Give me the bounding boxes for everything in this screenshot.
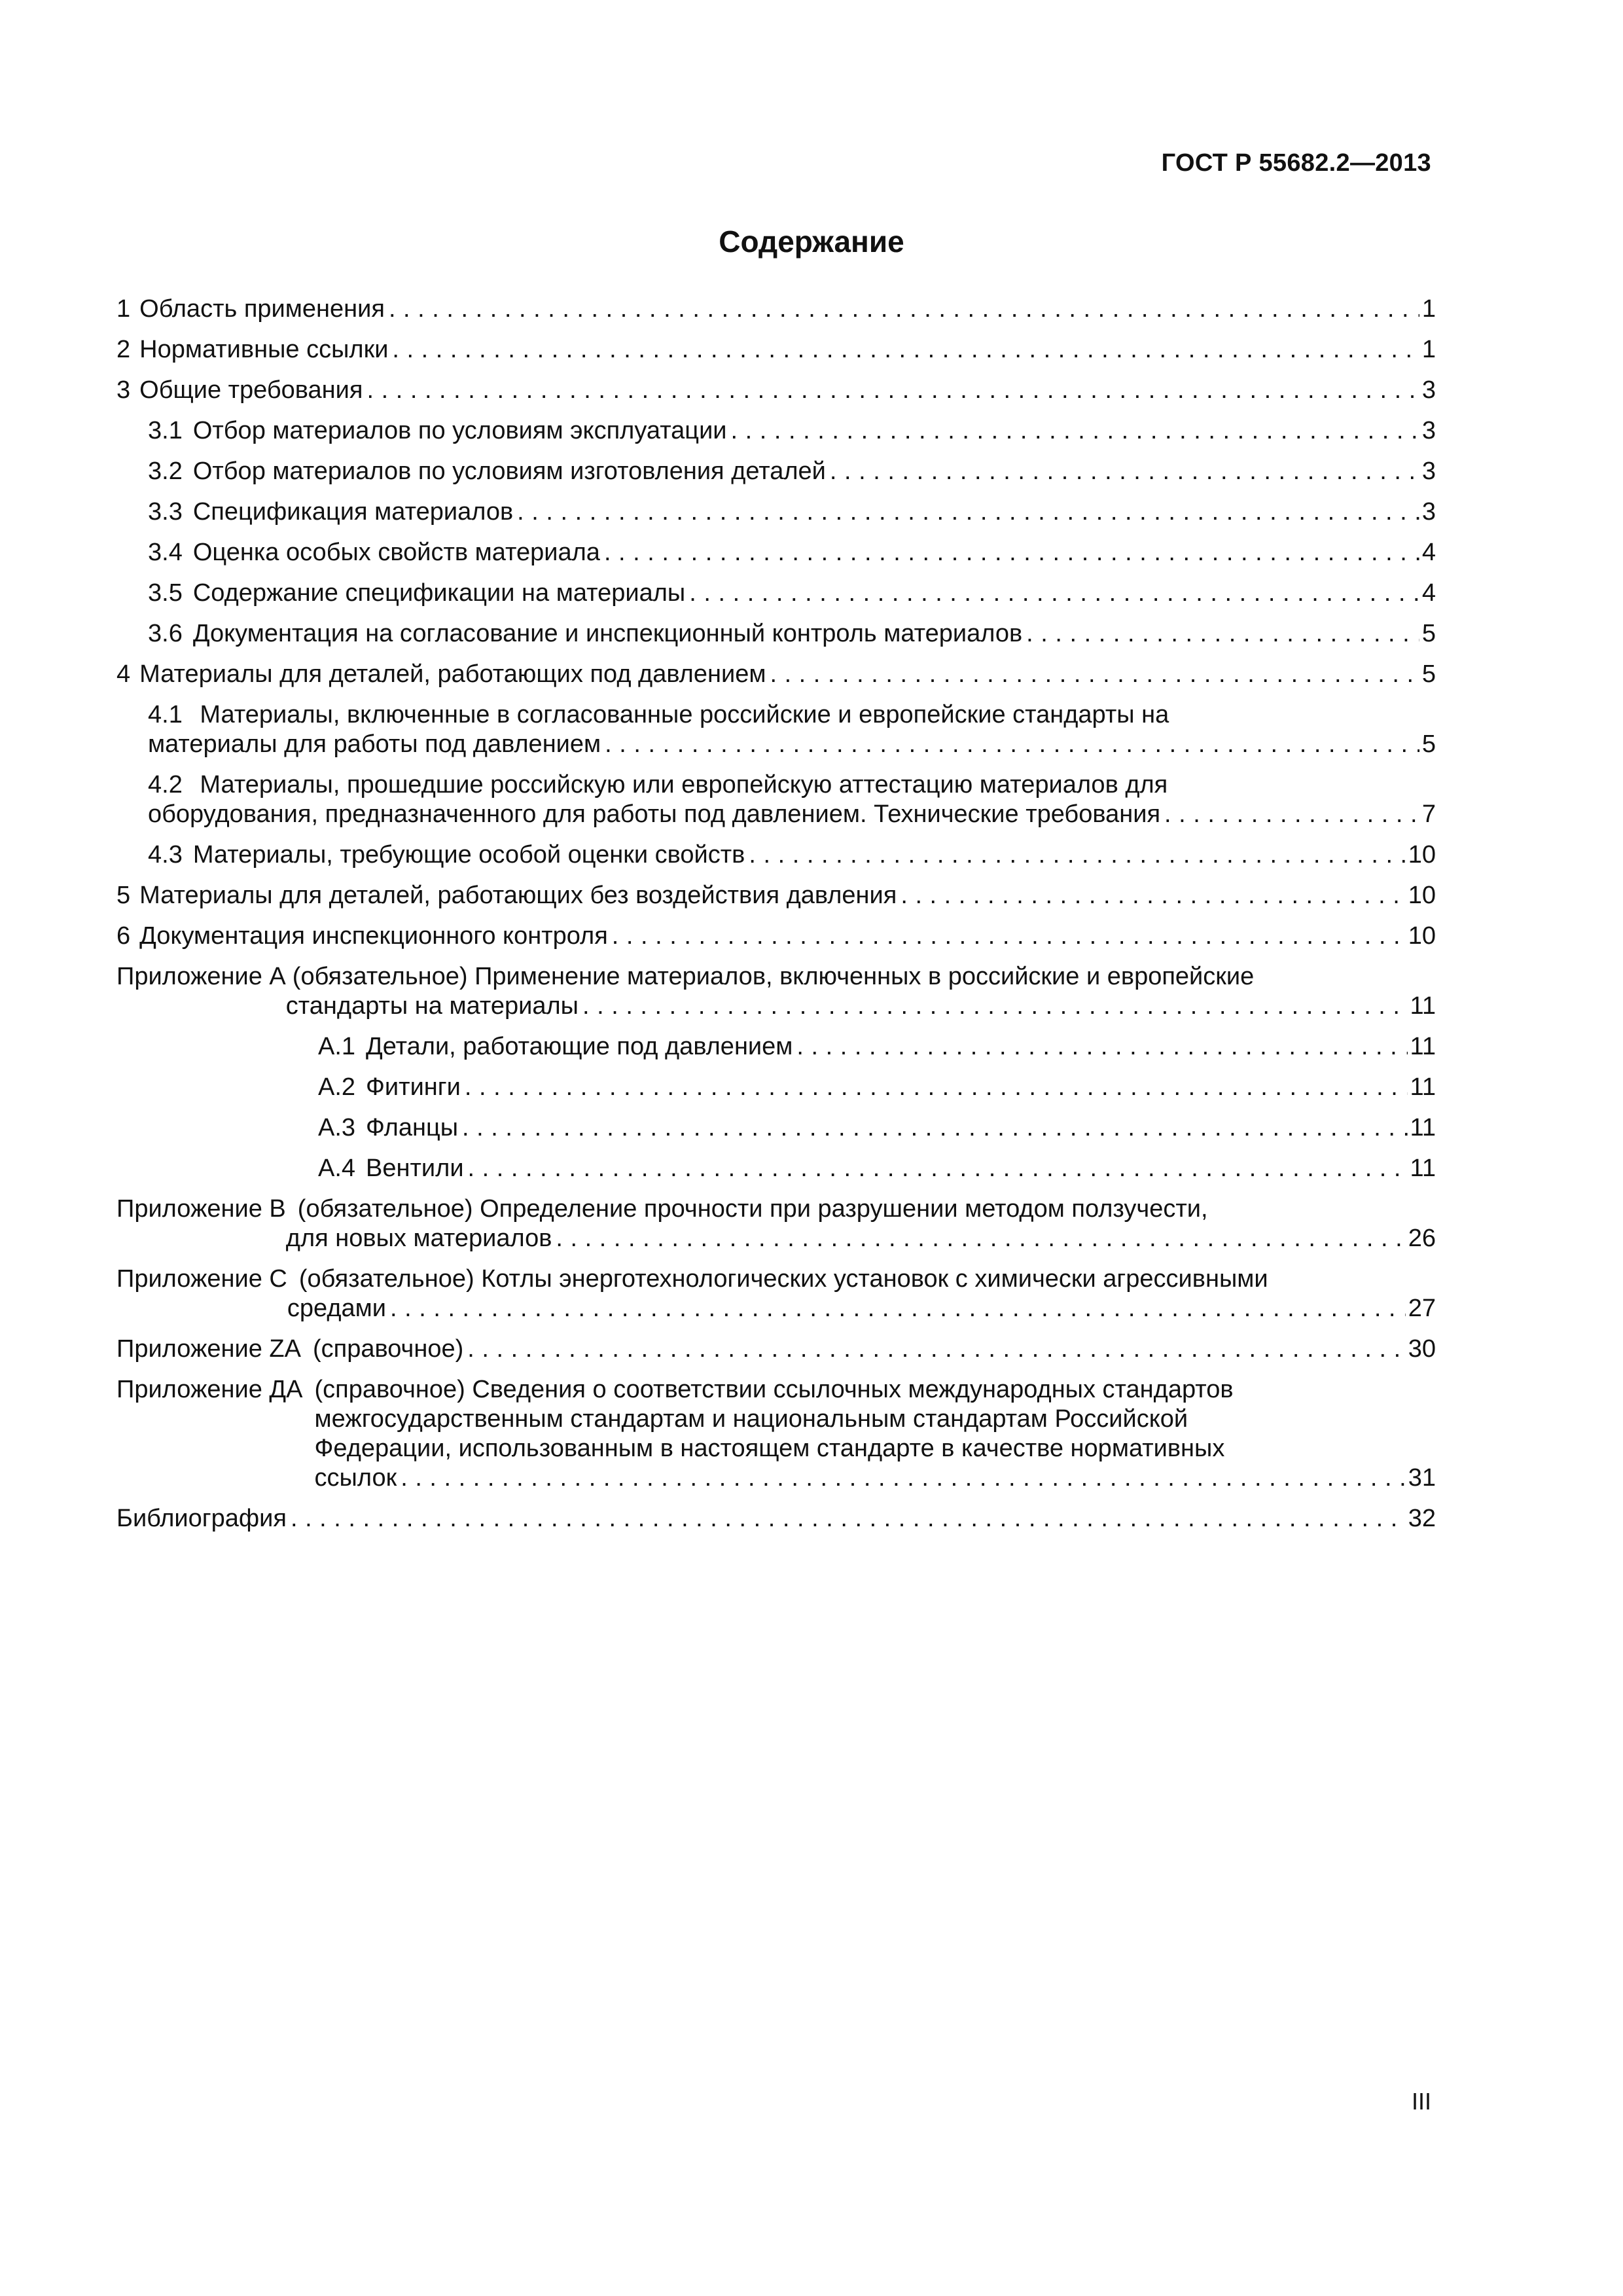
- toc-entry-title-line: Федерации, использованным в настоящем стандарте в качестве нормативных: [314, 1435, 1225, 1462]
- leader-dots: [600, 538, 1419, 567]
- toc-entry-number: 3.4: [148, 539, 183, 566]
- leader-dots: [386, 1294, 1406, 1323]
- toc-entry-number: Приложение С: [116, 1265, 287, 1293]
- toc-entry-number: А.3: [318, 1114, 356, 1141]
- toc-entry-page: 11: [1410, 1114, 1436, 1141]
- document-code: ГОСТ Р 55682.2—2013: [1161, 149, 1431, 177]
- toc-entry[interactable]: [116, 840, 1436, 870]
- toc-entry[interactable]: [116, 1073, 1436, 1102]
- toc-entry-title-line: (обязательное) Котлы энерготехнологических установок с химически агрессивными: [298, 1265, 1268, 1293]
- toc-entry[interactable]: [116, 376, 1436, 405]
- toc-entry-page: 3: [1421, 376, 1436, 404]
- toc-entry-number: 2: [116, 336, 131, 363]
- toc-entry-title: средами: [287, 1295, 386, 1322]
- toc-entry-number: А.2: [318, 1073, 356, 1101]
- toc-entry[interactable]: [116, 1032, 1436, 1062]
- leader-dots: [461, 1073, 1408, 1102]
- toc-entry-page: 11: [1410, 1033, 1436, 1060]
- toc-entry[interactable]: [116, 1154, 1436, 1183]
- toc-entry[interactable]: [116, 770, 1436, 829]
- toc-entry-title: ссылок: [314, 1464, 397, 1492]
- toc-entry-page: 10: [1408, 882, 1436, 909]
- toc-entry-title: оборудования, предназначенного для работы под давлением. Технические требования: [148, 800, 1161, 828]
- toc-entry-title: Детали, работающие под давлением: [366, 1033, 793, 1060]
- toc-entry-title: Материалы, требующие особой оценки свойств: [192, 841, 745, 869]
- toc-entry-page: 4: [1421, 579, 1436, 607]
- toc-entry[interactable]: [116, 1113, 1436, 1143]
- toc-entry-number: Приложение ДА: [116, 1376, 303, 1403]
- toc-entry-page: 1: [1421, 295, 1436, 323]
- leader-dots: [463, 1335, 1405, 1364]
- toc-entry-title: Спецификация материалов: [192, 498, 514, 526]
- toc-entry-title: Отбор материалов по условиям изготовления деталей: [192, 457, 826, 485]
- toc-entry-page: 7: [1421, 800, 1436, 828]
- toc-entry-title-line: Материалы, прошедшие российскую или европейскую аттестацию материалов для: [200, 771, 1168, 798]
- toc-entry[interactable]: [116, 700, 1436, 759]
- toc-entry-page: 10: [1408, 841, 1436, 869]
- toc-entry-title-line: межгосударственным стандартам и национальным стандартам Российской: [314, 1405, 1188, 1433]
- toc-entry-number: 3.6: [148, 620, 183, 647]
- toc-entry-page: 5: [1421, 620, 1436, 647]
- toc-entry-page: 30: [1408, 1335, 1436, 1363]
- toc-entry-title: Оценка особых свойств материала: [192, 539, 600, 566]
- toc-entry[interactable]: [116, 457, 1436, 486]
- toc-entry-title: Отбор материалов по условиям эксплуатации: [192, 417, 727, 444]
- toc-entry-title: для новых материалов: [285, 1225, 552, 1252]
- toc-entry[interactable]: [116, 579, 1436, 608]
- toc-entry[interactable]: [116, 660, 1436, 689]
- toc-entry-number: 6: [116, 922, 131, 950]
- toc-entry[interactable]: [116, 619, 1436, 649]
- leader-dots: [388, 335, 1419, 365]
- toc-entry-number: 4.1: [148, 701, 183, 728]
- toc-entry-page: 4: [1421, 539, 1436, 566]
- toc-entry-page: 3: [1421, 457, 1436, 485]
- leader-dots: [397, 1463, 1406, 1493]
- toc-entry[interactable]: [116, 416, 1436, 446]
- leader-dots: [608, 922, 1406, 951]
- toc-entry-title: материалы для работы под давлением: [148, 730, 601, 758]
- toc-entry-title: Библиография: [116, 1505, 287, 1532]
- toc-entry-number: 4: [116, 660, 131, 688]
- toc-entry-title: Фитинги: [366, 1073, 461, 1101]
- leader-dots: [458, 1113, 1408, 1143]
- toc-entry-number: А.4: [318, 1155, 356, 1182]
- toc-entry[interactable]: [116, 335, 1436, 365]
- toc-appendix-entry[interactable]: [116, 1194, 1436, 1253]
- toc-appendix-entry[interactable]: [116, 1335, 1436, 1364]
- leader-dots: [1160, 800, 1419, 829]
- toc-entry-title: (справочное): [313, 1335, 464, 1363]
- toc-entry-title: Материалы для деталей, работающих без воздействия давления: [139, 882, 897, 909]
- leader-dots: [579, 992, 1408, 1021]
- toc-entry-page: 11: [1410, 992, 1436, 1020]
- toc-entry-page: 11: [1410, 1155, 1436, 1182]
- toc-entry-title: Фланцы: [366, 1114, 459, 1141]
- leader-dots: [1022, 619, 1419, 649]
- toc-entry-page: 31: [1408, 1464, 1436, 1492]
- leader-dots: [464, 1154, 1408, 1183]
- toc-entry-page: 32: [1408, 1505, 1436, 1532]
- page-title: Содержание: [719, 224, 904, 259]
- leader-dots: [727, 416, 1419, 446]
- toc-appendix-entry[interactable]: [116, 1265, 1436, 1323]
- leader-dots: [513, 497, 1419, 527]
- toc-entry-number: А.1: [318, 1033, 356, 1060]
- toc-entry-title: Содержание спецификации на материалы: [192, 579, 686, 607]
- toc-entry-title: Документация инспекционного контроля: [139, 922, 608, 950]
- toc-entry-title: стандарты на материалы: [285, 992, 579, 1020]
- toc-entry-number: Приложение В: [116, 1195, 286, 1223]
- leader-dots: [685, 579, 1419, 608]
- leader-dots: [601, 730, 1419, 759]
- toc-entry-page: 11: [1410, 1073, 1436, 1101]
- leader-dots: [552, 1224, 1405, 1253]
- leader-dots: [793, 1032, 1407, 1062]
- toc-entry-page: 3: [1421, 417, 1436, 444]
- toc-entry-title: Общие требования: [139, 376, 363, 404]
- toc-entry[interactable]: [116, 538, 1436, 567]
- toc-entry-title: Нормативные ссылки: [139, 336, 389, 363]
- toc-entry-page: 27: [1408, 1295, 1436, 1322]
- toc-entry[interactable]: [116, 922, 1436, 951]
- leader-dots: [766, 660, 1419, 689]
- leader-dots: [826, 457, 1419, 486]
- toc-entry[interactable]: [116, 881, 1436, 910]
- toc-entry-title: Вентили: [366, 1155, 464, 1182]
- toc-entry-title-line: (справочное) Сведения о соответствии ссылочных международных стандартов: [314, 1376, 1234, 1403]
- leader-dots: [745, 840, 1405, 870]
- toc-entry-number: 3.5: [148, 579, 183, 607]
- toc-entry-number: 4.3: [148, 841, 183, 869]
- toc-entry-page: 26: [1408, 1225, 1436, 1252]
- toc-entry-number: 3: [116, 376, 131, 404]
- toc-entry-page: 1: [1421, 336, 1436, 363]
- toc-entry-number: 3.1: [148, 417, 183, 444]
- table-of-contents: [116, 295, 1436, 1534]
- toc-bibliography-entry[interactable]: [116, 1504, 1436, 1534]
- toc-entry-title-line: Материалы, включенные в согласованные российские и европейские стандарты на: [200, 701, 1169, 728]
- leader-dots: [385, 295, 1419, 324]
- toc-entry-number: 5: [116, 882, 131, 909]
- toc-entry-title-line: (обязательное) Определение прочности при разрушении методом ползучести,: [297, 1195, 1208, 1223]
- leader-dots: [897, 881, 1405, 910]
- toc-appendix-entry[interactable]: [116, 1375, 1436, 1493]
- page-number: III: [1411, 2088, 1431, 2115]
- toc-entry-page: 3: [1421, 498, 1436, 526]
- toc-entry-number: 1: [116, 295, 131, 323]
- leader-dots: [287, 1504, 1406, 1534]
- toc-entry-number: Приложение А: [116, 963, 286, 990]
- leader-dots: [363, 376, 1419, 405]
- toc-entry-title: Материалы для деталей, работающих под давлением: [139, 660, 766, 688]
- toc-entry-number: 3.2: [148, 457, 183, 485]
- toc-entry[interactable]: [116, 295, 1436, 324]
- toc-entry-title: Документация на согласование и инспекционный контроль материалов: [192, 620, 1023, 647]
- toc-entry[interactable]: [116, 497, 1436, 527]
- toc-appendix-entry[interactable]: [116, 962, 1436, 1021]
- toc-entry-number: Приложение ZA: [116, 1335, 301, 1363]
- toc-entry-page: 5: [1421, 730, 1436, 758]
- toc-entry-number: 3.3: [148, 498, 183, 526]
- toc-entry-title: Область применения: [139, 295, 385, 323]
- toc-entry-title-line: (обязательное) Применение материалов, включенных в российские и европейские: [292, 963, 1255, 990]
- toc-entry-page: 5: [1421, 660, 1436, 688]
- toc-entry-page: 10: [1408, 922, 1436, 950]
- toc-entry-number: 4.2: [148, 771, 183, 798]
